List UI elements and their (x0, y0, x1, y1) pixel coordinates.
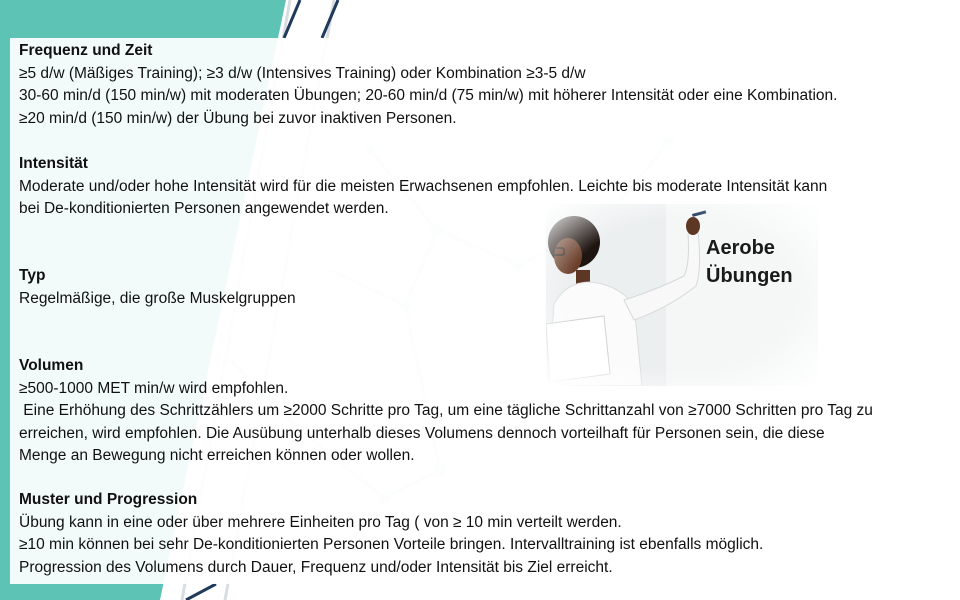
photo-caption (706, 234, 793, 290)
section-text-line: Moderate und/oder hohe Intensität wird für die meisten Erwachsenen empfohlen. Leichte bis moderate Intensität kann (19, 177, 828, 195)
section-text-line: Regelmäßige, die große Muskelgruppen (19, 289, 296, 307)
section-heading: Volumen (19, 357, 84, 374)
section-heading: Frequenz und Zeit (19, 42, 153, 59)
section-intensitaet (19, 153, 956, 221)
section-frequenz (19, 40, 956, 130)
section-text-line: 30-60 min/d (150 min/w) mit moderaten Übungen; 20-60 min/d (75 min/w) mit höherer Intensität oder eine Kombination. (19, 87, 838, 104)
section-text-line: Eine Erhöhung des Schrittzählers um ≥2000 Schritte pro Tag, um eine tägliche Schrittanzahl von ≥7000 Schritten pro Tag zu (19, 402, 873, 419)
section-muster (19, 489, 956, 579)
section-text-line: ≥10 min können bei sehr De-konditionierten Personen Vorteile bringen. Intervalltraining ist ebenfalls möglich. (19, 536, 764, 553)
section-heading: Intensität (19, 155, 88, 172)
section-text-line: ≥500-1000 MET min/w wird empfohlen. (19, 379, 289, 397)
section-heading: Muster und Progression (19, 491, 198, 508)
caption-line: Aerobe (706, 237, 775, 259)
section-text-line: Menge an Bewegung nicht erreichen können oder wollen. (19, 447, 415, 464)
section-text-line: ≥20 min/d (150 min/w) der Übung bei zuvor inaktiven Personen. (19, 109, 457, 127)
section-volumen (19, 355, 956, 468)
section-text-line: Progression des Volumens durch Dauer, Frequenz und/oder Intensität bis Ziel erreicht. (19, 558, 613, 576)
section-typ (19, 265, 956, 310)
section-text-line: Übung kann in eine oder über mehrere Einheiten pro Tag ( von ≥ 10 min verteilt werden. (19, 513, 622, 531)
section-text-line: ≥5 d/w (Mäßiges Training); ≥3 d/w (Intensives Training) oder Kombination ≥3-5 d/w (19, 64, 586, 82)
section-heading: Typ (19, 267, 46, 284)
section-text-line: erreichen, wird empfohlen. Die Ausübung unterhalb dieses Volumens dennoch vorteilhaft für Personen sein, die diese (19, 424, 825, 442)
caption-line: Übungen (706, 265, 793, 287)
section-text-line: bei De-konditionierten Personen angewendet werden. (19, 200, 389, 217)
